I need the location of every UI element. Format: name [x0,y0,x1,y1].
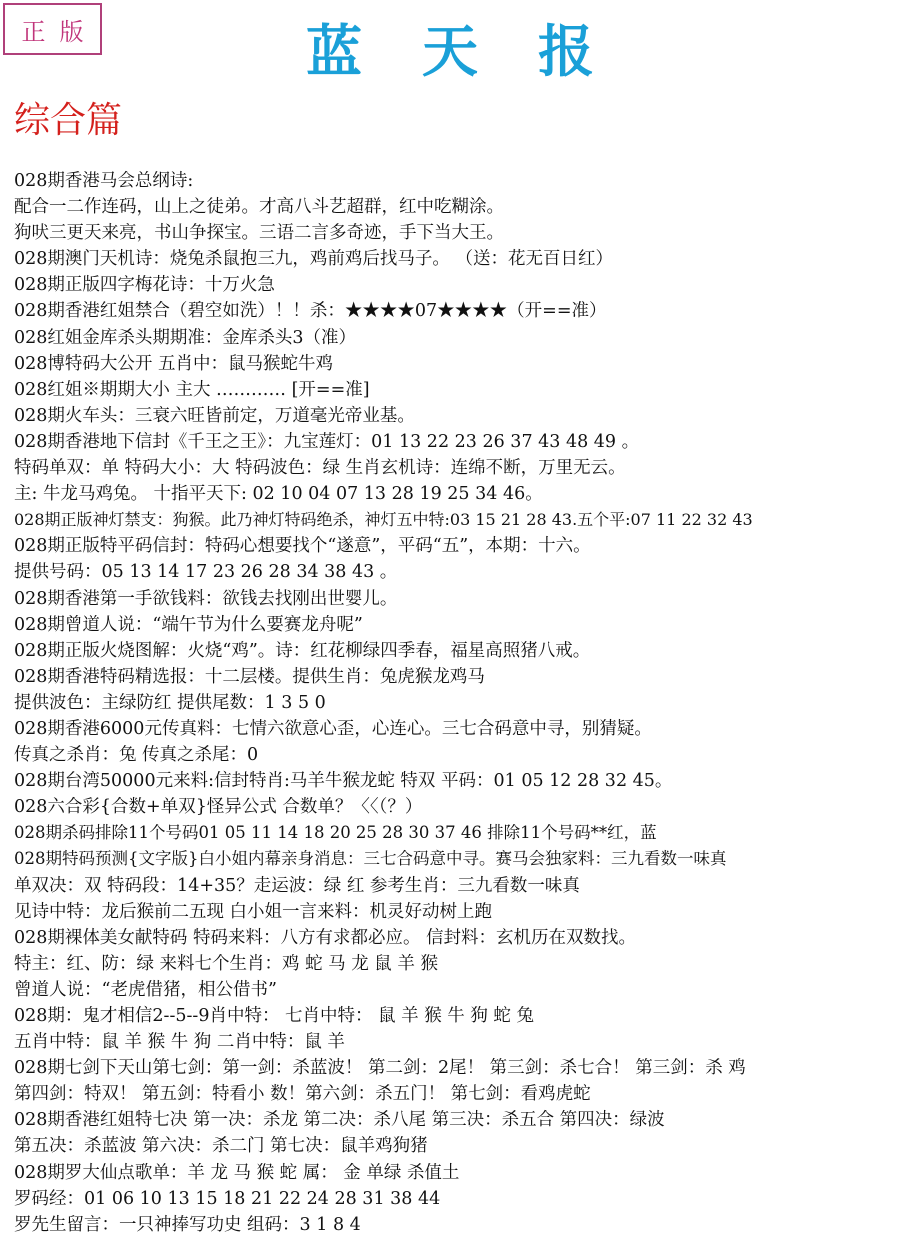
text-line: 028期正版神灯禁支：狗猴。此乃神灯特码绝杀，神灯五中特:03 15 21 28 43.五个平:07 11 22 32 43 [14,510,753,530]
text-line: 曾道人说：“老虎借猪，相公借书” [14,979,277,1000]
page-title: 蓝天报 [306,19,654,85]
text-line: 028期澳门天机诗：烧兔杀鼠抱三九，鸡前鸡后找马子。 （送：花无百日红） [14,249,613,270]
text-line: 028期香港第一手欲钱料：欲钱去找刚出世婴儿。 [14,588,398,609]
edition-badge: 正版 [3,3,102,55]
text-line: 028期香港红姐禁合（碧空如洗）！！杀：★★★★07★★★★（开==准） [14,301,607,322]
text-line: 028期火车头：三衰六旺皆前定，万道毫光帝业基。 [14,405,415,426]
text-line: 028博特码大公开 五肖中：鼠马猴蛇牛鸡 [14,353,333,374]
text-line: 028期香港特码精选报：十二层楼。提供生肖：兔虎猴龙鸡马 [14,666,485,687]
text-line: 特主：红、防：绿 来料七个生肖：鸡 蛇 马 龙 鼠 羊 猴 [14,953,438,974]
content-body [14,168,898,1238]
text-line: 028期特码预测{文字版}白小姐内幕亲身消息：三七合码意中寻。赛马会独家料：三九看数一味真 [14,849,727,869]
text-line: 028期罗大仙点歌单：羊 龙 马 猴 蛇 属： 金 单绿 杀值土 [14,1162,460,1183]
text-line: 传真之杀肖：兔 传真之杀尾：0 [14,745,259,766]
text-line: 028期正版火烧图解：火烧“鸡”。诗：红花柳绿四季春，福星高照猪八戒。 [14,640,591,661]
text-line: 028期香港6000元传真料：七情六欲意心歪，心连心。三七合码意中寻，别猜疑。 [14,718,652,739]
text-line: 028期裸体美女献特码 特码来料：八方有求都必应。 信封料：玄机历在双数找。 [14,927,637,948]
section-heading: 综合篇 [14,100,123,141]
text-line: 罗码经：01 06 10 13 15 18 21 22 24 28 31 38 44 [14,1188,441,1209]
text-line: 028期香港红姐特七决 第一决：杀龙 第二决：杀八尾 第三决：杀五合 第四决：绿波 [14,1110,665,1131]
text-line: 狗吠三更天来亮，书山争探宝。三语二言多奇迹，手下当大王。 [14,223,504,244]
text-line: 提供波色：主绿防红 提供尾数：1 3 5 0 [14,692,326,713]
text-line: 提供号码：05 13 14 17 23 26 28 34 38 43 。 [14,562,398,583]
text-line: 配合一二作连码，山上之徒弟。才高八斗艺超群，红中吃糊涂。 [14,197,504,218]
text-line: 主: 牛龙马鸡兔。 十指平天下: 02 10 04 07 13 28 19 25 34 46。 [14,484,543,505]
text-line: 罗先生留言：一只神捧写功史 组码：3 1 8 4 [14,1214,361,1235]
text-line: 028期台湾50000元来料:信封特肖:马羊牛猴龙蛇 特双 平码：01 05 12 28 32 45。 [14,771,673,792]
text-line: 028期香港马会总纲诗: [14,171,194,191]
text-line: 028六合彩{合数+单双}怪异公式 合数单？〈〈（？） [14,797,423,818]
text-line: 028期七剑下天山第七剑：第一剑：杀蓝波！ 第二剑：2尾！ 第三剑：杀七合！ 第三剑：杀 鸡 [14,1058,746,1079]
text-line: 第四剑：特双！ 第五剑：特看小 数！第六剑：杀五门！ 第七剑：看鸡虎蛇 [14,1084,591,1105]
text-line: 028期正版特平码信封：特码心想要找个“遂意”，平码“五”，本期：十六。 [14,536,591,557]
text-line: 028期正版四字梅花诗：十万火急 [14,275,275,296]
text-line: 见诗中特：龙后猴前二五现 白小姐一言来料：机灵好动树上跑 [14,901,493,922]
text-line: 特码单双：单 特码大小：大 特码波色：绿 生肖玄机诗：连绵不断，万里无云。 [14,458,626,479]
text-line: 第五决：杀蓝波 第六决：杀二门 第七决：鼠羊鸡狗猪 [14,1136,428,1157]
text-line: 单双决：双 特码段：14+35？走运波：绿 红 参考生肖：三九看数一味真 [14,875,580,896]
text-line: 028期：鬼才相信2--5--9肖中特： 七肖中特： 鼠 羊 猴 牛 狗 蛇 兔 [14,1006,534,1026]
text-line: 028期杀码排除11个号码01 05 11 14 18 20 25 28 30 37 46 排除11个号码**红，蓝 [14,823,657,843]
text-line: 028红姐※期期大小 主大 ………… [开==准] [14,379,370,400]
text-line: 028红姐金库杀头期期准：金库杀头3（准） [14,327,357,348]
text-line: 五肖中特：鼠 羊 猴 牛 狗 二肖中特：鼠 羊 [14,1032,345,1053]
text-line: 028期曾道人说：“端午节为什么要赛龙舟呢” [14,614,363,635]
text-line: 028期香港地下信封《千王之王》：九宝莲灯：01 13 22 23 26 37 43 48 49 。 [14,431,640,452]
